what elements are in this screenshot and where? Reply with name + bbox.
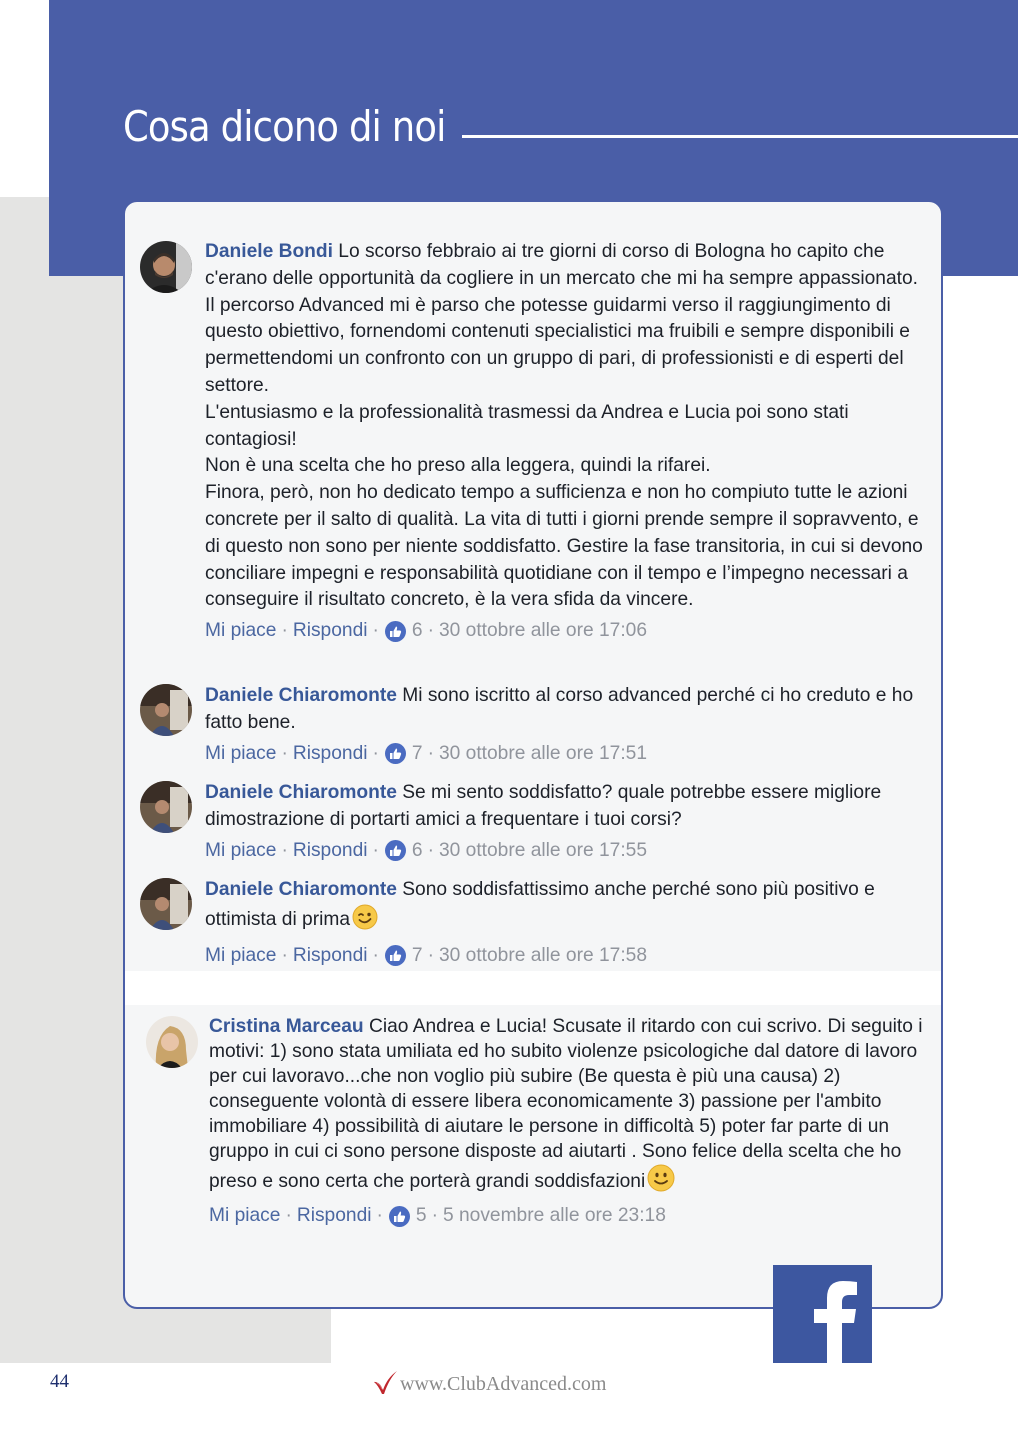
separator: · <box>376 1205 383 1226</box>
separator: · <box>281 944 288 966</box>
comment-author[interactable]: Daniele Bondi <box>205 241 333 262</box>
card-divider <box>125 971 941 1005</box>
wink-emoji-icon <box>352 904 378 939</box>
comment-text <box>205 239 925 614</box>
like-link[interactable]: Mi piace <box>205 944 277 966</box>
reply-link[interactable]: Rispondi <box>292 944 368 966</box>
avatar[interactable] <box>140 684 192 736</box>
comment-text <box>205 780 925 834</box>
comment-text <box>209 1014 924 1199</box>
footer-site <box>372 1369 606 1400</box>
separator: · <box>427 620 434 642</box>
comment-author[interactable]: Daniele Chiaromonte <box>205 879 397 900</box>
like-link[interactable]: Mi piace <box>205 742 277 764</box>
comment-actions <box>205 943 925 969</box>
reply-link[interactable]: Rispondi <box>296 1205 372 1226</box>
avatar[interactable] <box>140 781 192 833</box>
like-link[interactable]: Mi piace <box>205 839 277 861</box>
separator: · <box>372 620 379 642</box>
comment-message: Sono soddisfattissimo anche perché sono più positivo e ottimista di prima <box>205 879 875 930</box>
comment-timestamp[interactable]: 5 novembre alle ore 23:18 <box>442 1205 666 1226</box>
comment-actions <box>209 1203 924 1229</box>
separator: · <box>427 944 434 966</box>
page-number: 44 <box>50 1371 69 1392</box>
comment-message: Lo scorso febbraio ai tre giorni di corso di Bologna ho capito che c'erano delle opportunità da cogliere in un mercato che mi ha sempre appassionato. Il percorso Advanced mi è parso che potesse guidarmi verso il raggiungimento di questo obiettivo, fornendomi contenuti specialistici ma fruibili e sempre disponibili e permettendomi un confronto con un gruppo di pari, di professionisti e di esperti del settore. L'entusiasmo e la professionalità trasmessi da Andrea e Lucia poi sono stati contagiosi! Non è una scelta che ho preso alla leggera, quindi la rifarei. Finora, però, non ho dedicato tempo a sufficienza e non ho compiuto tutte le azioni concrete per il salto di qualità. La vita di tutti i giorni prende sempre il sopravvento, e di questo non sono per niente soddisfatto. Gestire la fase transitoria, in cui si devono conciliare impegni e responsabilità quotidiane con il tempo e l’impegno necessari a conseguire il risultato concreto, è la vera sfida da vincere. <box>205 241 923 611</box>
avatar[interactable] <box>146 1016 198 1068</box>
separator: · <box>285 1205 292 1226</box>
separator: · <box>281 620 288 642</box>
comments-card <box>123 200 943 1309</box>
comment-timestamp[interactable]: 30 ottobre alle ore 17:58 <box>438 944 647 966</box>
comment-message: Se mi sento soddisfatto? quale potrebbe essere migliore dimostrazione di portarti amici a frequentare i tuoi corsi? <box>205 782 882 830</box>
checkmark-icon <box>372 1369 398 1400</box>
separator: · <box>372 944 379 966</box>
separator: · <box>372 742 379 764</box>
like-icon <box>385 621 406 642</box>
comment-message: Ciao Andrea e Lucia! Scusate il ritardo con cui scrivo. Di seguito i motivi: 1) sono stata umiliata ed ho subito violenze psicologiche dal datore di lavoro per cui lavoravo...che non voglio più subire (Be questa è più una causa) 2) conseguente volontà di essere libera economicamente 3) passione per l'ambito immobiliare 4) possibilità di aiutare le persone in difficoltà 5) poter far parte di un gruppo in cui ci sono persone disposte ad aiutarti . Sono felice della scelta che ho preso e sono certa che porterà grandi soddisfazioni <box>209 1016 923 1192</box>
comment-text <box>205 683 925 737</box>
comment-author[interactable]: Daniele Chiaromonte <box>205 782 397 803</box>
comment-author[interactable]: Daniele Chiaromonte <box>205 685 397 706</box>
comment-timestamp[interactable]: 30 ottobre alle ore 17:51 <box>438 742 647 764</box>
page-title: Cosa dicono di noi <box>123 102 446 151</box>
smile-emoji-icon <box>647 1164 675 1199</box>
reply-link[interactable]: Rispondi <box>292 620 368 642</box>
reply-link[interactable]: Rispondi <box>292 742 368 764</box>
facebook-icon <box>773 1265 872 1363</box>
comment-timestamp[interactable]: 30 ottobre alle ore 17:06 <box>438 620 647 642</box>
like-icon <box>385 840 406 861</box>
separator: · <box>427 742 434 764</box>
comment-timestamp[interactable]: 30 ottobre alle ore 17:55 <box>438 839 647 861</box>
like-icon <box>385 945 406 966</box>
comment-actions <box>205 741 925 767</box>
separator: · <box>431 1205 438 1226</box>
like-count: 7 <box>411 742 423 764</box>
separator: · <box>281 839 288 861</box>
comment-actions <box>205 838 925 864</box>
footer-url[interactable]: www.ClubAdvanced.com <box>400 1373 607 1395</box>
avatar[interactable] <box>140 241 192 293</box>
comment-author[interactable]: Cristina Marceau <box>209 1016 364 1037</box>
separator: · <box>372 839 379 861</box>
reply-link[interactable]: Rispondi <box>292 839 368 861</box>
like-link[interactable]: Mi piace <box>209 1205 281 1226</box>
like-icon <box>389 1206 410 1227</box>
separator: · <box>281 742 288 764</box>
like-count: 6 <box>411 839 423 861</box>
like-icon <box>385 743 406 764</box>
like-count: 5 <box>415 1205 427 1226</box>
title-rule <box>462 135 1018 138</box>
avatar[interactable] <box>140 878 192 930</box>
like-link[interactable]: Mi piace <box>205 620 277 642</box>
like-count: 6 <box>411 620 423 642</box>
comment-actions <box>205 618 925 644</box>
like-count: 7 <box>411 944 423 966</box>
comment-message: Mi sono iscritto al corso advanced perché ci ho creduto e ho fatto bene. <box>205 685 914 733</box>
comment-text <box>205 877 925 939</box>
separator: · <box>427 839 434 861</box>
